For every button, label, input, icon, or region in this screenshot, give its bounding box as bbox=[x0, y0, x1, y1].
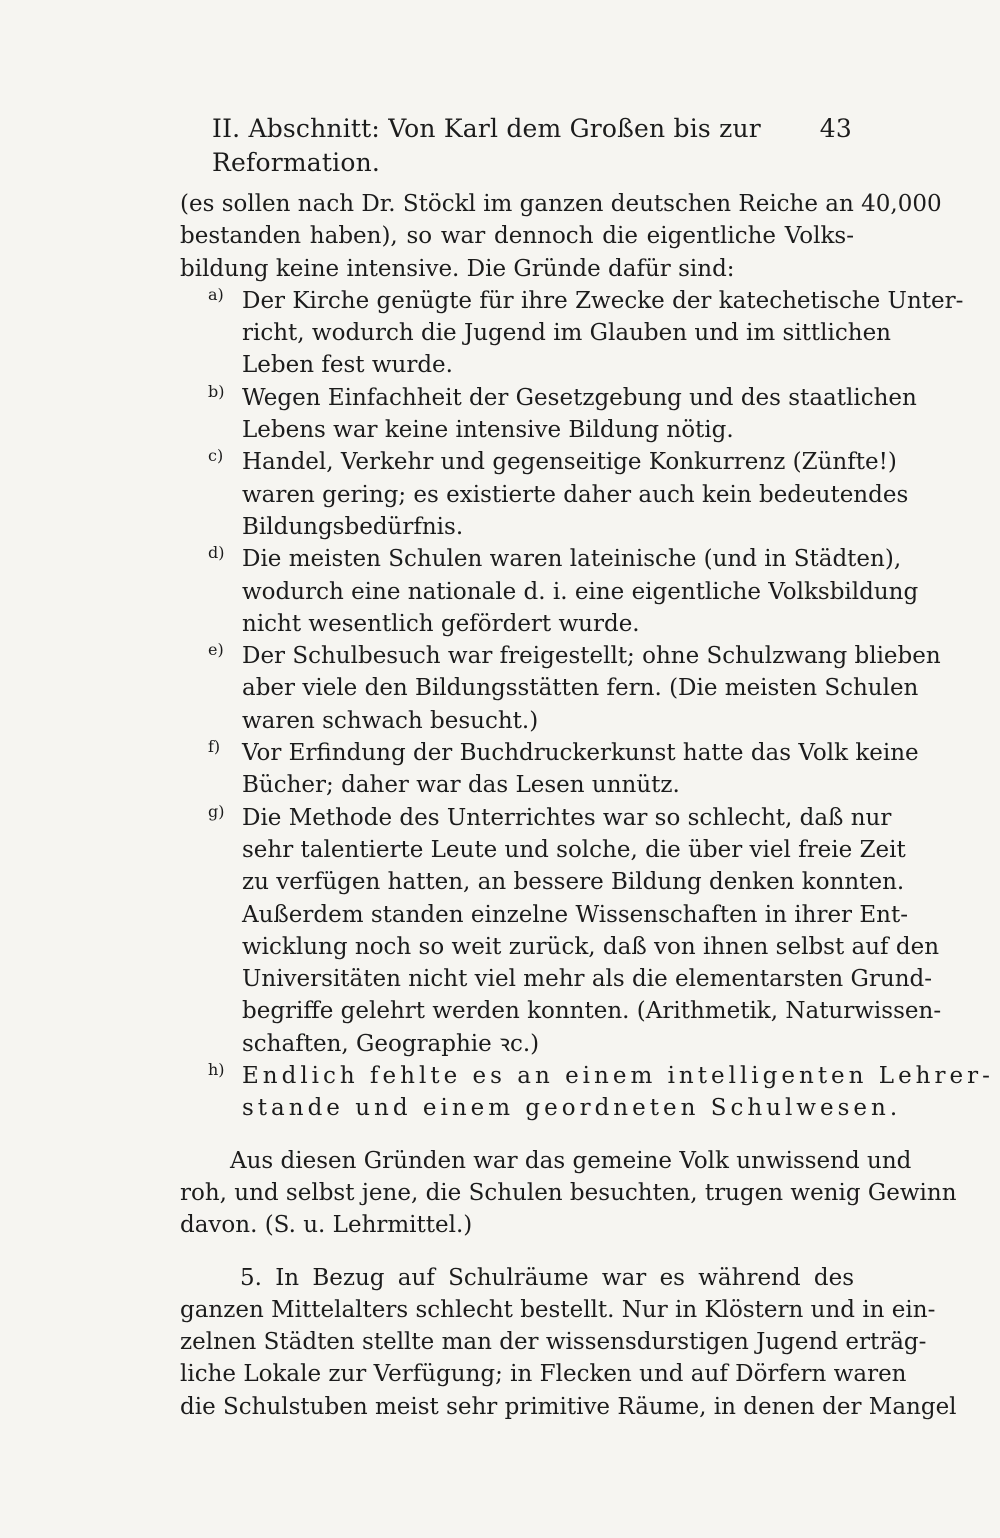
page-number: 43 bbox=[819, 114, 852, 143]
list-item bbox=[180, 446, 909, 543]
list-item-label: f) bbox=[208, 737, 221, 757]
text-line: zelnen Städten stellte man der wissensdurstigen Jugend erträg- bbox=[180, 1329, 927, 1356]
text-line: begriffe gelehrt werden konnten. (Arithmetik, Naturwissen- bbox=[242, 998, 942, 1025]
text-line: liche Lokale zur Verfügung; in Flecken und auf Dörfern waren bbox=[180, 1361, 907, 1388]
list-item bbox=[180, 1060, 994, 1125]
list-item-label: c) bbox=[208, 446, 224, 466]
text-line: Die meisten Schulen waren lateinische (und in Städten), bbox=[242, 546, 902, 573]
list-item-label: e) bbox=[208, 640, 224, 660]
text-line: Der Kirche genügte für ihre Zwecke der katechetische Unter- bbox=[242, 287, 964, 314]
intro-paragraph bbox=[180, 188, 942, 285]
text-line: ganzen Mittelalters schlecht bestellt. Nur in Klöstern und in ein- bbox=[180, 1296, 936, 1323]
text-line: zu verfügen hatten, an bessere Bildung denken konnten. bbox=[242, 869, 905, 896]
text-line: die Schulstuben meist sehr primitive Räume, in denen der Mangel bbox=[180, 1393, 957, 1420]
text-line: schaften, Geographie ꝛc.) bbox=[242, 1030, 540, 1057]
text-line: wodurch eine nationale d. i. eine eigentliche Volksbildung bbox=[242, 578, 919, 605]
text-line: stande und einem geordneten Schulwesen. bbox=[242, 1095, 902, 1122]
text-line: aber viele den Bildungsstätten fern. (Die meisten Schulen bbox=[242, 675, 919, 702]
text-line: waren schwach besucht.) bbox=[242, 707, 539, 734]
list-item-label: g) bbox=[208, 801, 225, 821]
text-line: Universitäten nicht viel mehr als die elementarsten Grund- bbox=[242, 966, 933, 993]
paragraph-gap bbox=[180, 1242, 854, 1262]
list-item-label: a) bbox=[208, 284, 224, 304]
text-line: Endlich fehlte es an einem intelligenten Lehrer- bbox=[242, 1063, 994, 1090]
list-item-label: d) bbox=[208, 543, 225, 563]
text-line: Der Schulbesuch war freigestellt; ohne Schulzwang blieben bbox=[242, 643, 941, 670]
text-line: nicht wesentlich gefördert wurde. bbox=[242, 610, 640, 637]
text-line: Vor Erfindung der Buchdruckerkunst hatte das Volk keine bbox=[242, 740, 919, 767]
list-item bbox=[180, 640, 941, 737]
text-line: Die Methode des Unterrichtes war so schlecht, daß nur bbox=[242, 804, 892, 831]
text-line: davon. (S. u. Lehrmittel.) bbox=[180, 1212, 473, 1239]
list-item bbox=[180, 737, 919, 802]
text-line: sehr talentierte Leute und solche, die über viel freie Zeit bbox=[242, 836, 906, 863]
list-item bbox=[180, 381, 917, 447]
section-5-paragraph bbox=[180, 1262, 957, 1423]
running-head bbox=[212, 112, 852, 180]
text-line: Bücher; daher war das Lesen unnütz. bbox=[242, 772, 680, 799]
text-line: bestanden haben), so war dennoch die eigentliche Volks- bbox=[180, 223, 854, 250]
conclusion-paragraph bbox=[180, 1145, 957, 1242]
text-block bbox=[180, 188, 994, 1423]
text-line: Lebens war keine intensive Bildung nötig. bbox=[242, 417, 734, 444]
text-line: bildung keine intensive. Die Gründe dafür sind: bbox=[180, 255, 735, 282]
paragraph-gap bbox=[180, 1125, 854, 1145]
text-line: Außerdem standen einzelne Wissenschaften in ihrer Ent- bbox=[242, 901, 908, 928]
text-line: waren gering; es existierte daher auch kein bedeutendes bbox=[242, 481, 909, 508]
text-line: Aus diesen Gründen war das gemeine Volk unwissend und bbox=[230, 1147, 912, 1174]
text-line: Leben fest wurde. bbox=[242, 352, 453, 379]
text-line: 5. In Bezug auf Schulräume war es während des bbox=[240, 1264, 854, 1291]
text-line: (es sollen nach Dr. Stöckl im ganzen deutschen Reiche an 40,000 bbox=[180, 191, 942, 217]
text-line: Bildungsbedürfnis. bbox=[242, 513, 464, 540]
text-line: Handel, Verkehr und gegenseitige Konkurrenz (Zünfte!) bbox=[242, 449, 897, 476]
list-item-label: b) bbox=[208, 381, 225, 401]
list-item-label: h) bbox=[208, 1060, 225, 1080]
text-line: wicklung noch so weit zurück, daß von ihnen selbst auf den bbox=[242, 933, 940, 960]
list-item bbox=[180, 801, 942, 1060]
text-line: roh, und selbst jene, die Schulen besuchten, trugen wenig Gewinn bbox=[180, 1179, 957, 1206]
list-item bbox=[180, 284, 964, 382]
text-line: richt, wodurch die Jugend im Glauben und im sittlichen bbox=[242, 320, 891, 347]
text-line: Wegen Einfachheit der Gesetzgebung und des staatlichen bbox=[242, 384, 917, 411]
chapter-title: II. Abschnitt: Von Karl dem Großen bis zur Reformation. bbox=[212, 114, 761, 177]
list-item bbox=[180, 543, 919, 640]
